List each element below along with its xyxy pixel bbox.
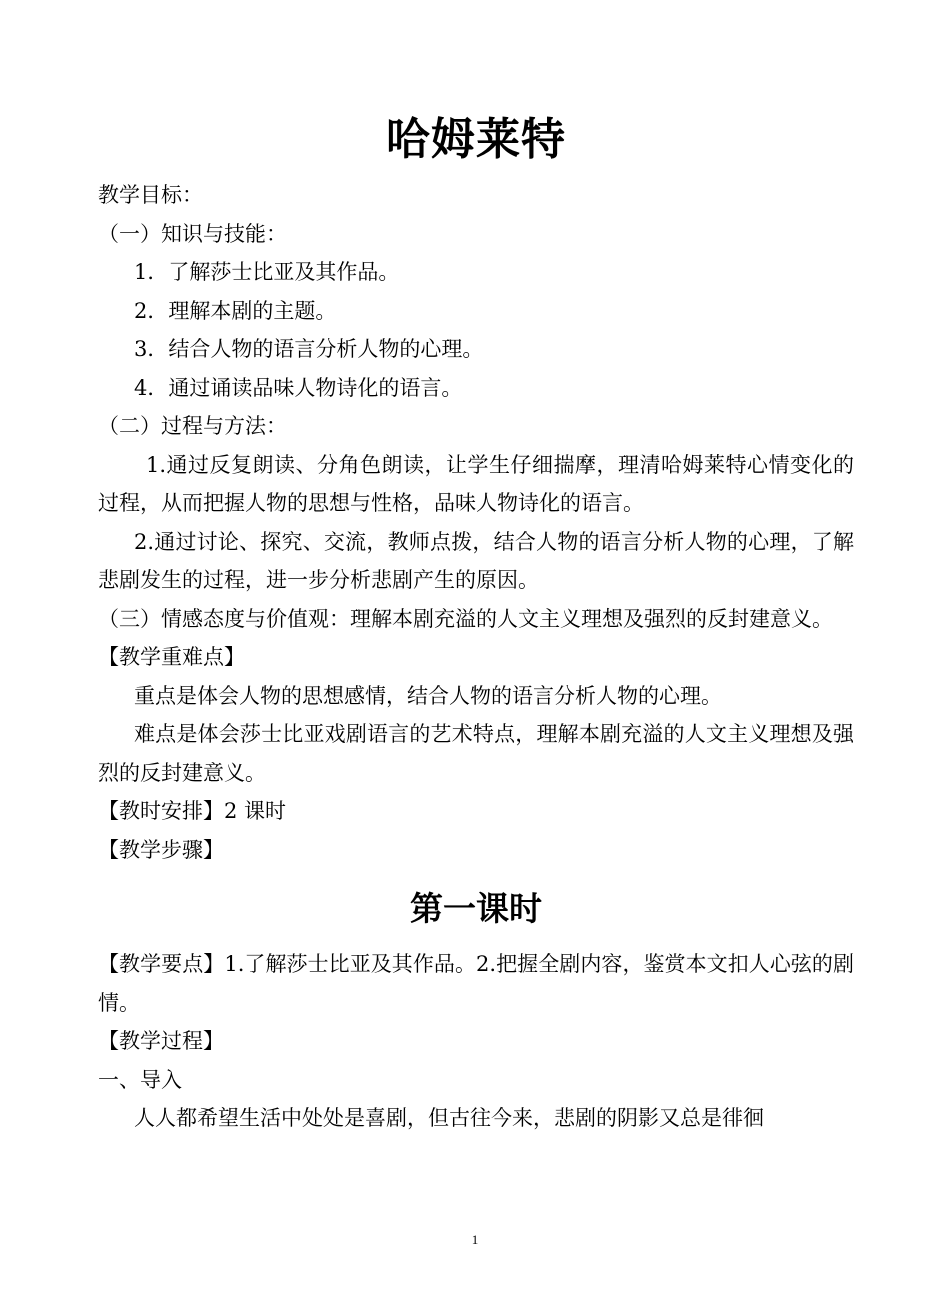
lesson1-title: 第一课时 bbox=[410, 889, 542, 928]
process-paragraph: 2.通过讨论、探究、交流，教师点拨，结合人物的语言分析人物的心理，了解悲剧发生的过程，进一步分析悲剧产生的原因。 bbox=[98, 529, 854, 592]
knowledge-item: 2．理解本剧的主题。 bbox=[134, 298, 337, 323]
knowledge-item: 1．了解莎士比亚及其作品。 bbox=[134, 260, 400, 284]
section-process-heading: （二）过程与方法： bbox=[98, 414, 287, 438]
schedule-line: 【教时安排】2 课时 bbox=[98, 799, 287, 823]
lesson1-points-paragraph: 【教学要点】1.了解莎士比亚及其作品。2.把握全剧内容，鉴赏本文扣人心弦的剧情。 bbox=[98, 952, 854, 1015]
process-heading: 【教学过程】 bbox=[98, 1029, 224, 1053]
section-knowledge-heading: （一）知识与技能： bbox=[98, 221, 287, 246]
knowledge-item: 3．结合人物的语言分析人物的心理。 bbox=[134, 337, 484, 361]
intro-paragraph: 人人都希望生活中处处是喜剧，但古往今来，悲剧的阴影又总是徘徊 bbox=[134, 1106, 764, 1130]
document-title: 哈姆莱特 bbox=[386, 114, 566, 165]
difficult-point-paragraph: 难点是体会莎士比亚戏剧语言的艺术特点，理解本剧充溢的人文主义理想及强烈的反封建意义。 bbox=[98, 722, 854, 785]
page-number: 1 bbox=[471, 1232, 479, 1247]
steps-heading: 【教学步骤】 bbox=[98, 837, 224, 862]
knowledge-item: 4．通过诵读品味人物诗化的语言。 bbox=[134, 375, 463, 400]
process-paragraph: 1.通过反复朗读、分角色朗读，让学生仔细揣摩，理清哈姆莱特心情变化的过程，从而把握人物的思想与性格，品味人物诗化的语言。 bbox=[98, 452, 854, 515]
intro-heading: 一、导入 bbox=[98, 1067, 182, 1092]
key-points-heading: 【教学重难点】 bbox=[98, 645, 245, 669]
document-page bbox=[98, 108, 854, 1138]
objectives-heading: 教学目标： bbox=[98, 183, 203, 207]
section-values-paragraph: （三）情感态度与价值观：理解本剧充溢的人文主义理想及强烈的反封建意义。 bbox=[98, 606, 833, 631]
key-point-paragraph: 重点是体会人物的思想感情，结合人物的语言分析人物的心理。 bbox=[134, 683, 722, 708]
